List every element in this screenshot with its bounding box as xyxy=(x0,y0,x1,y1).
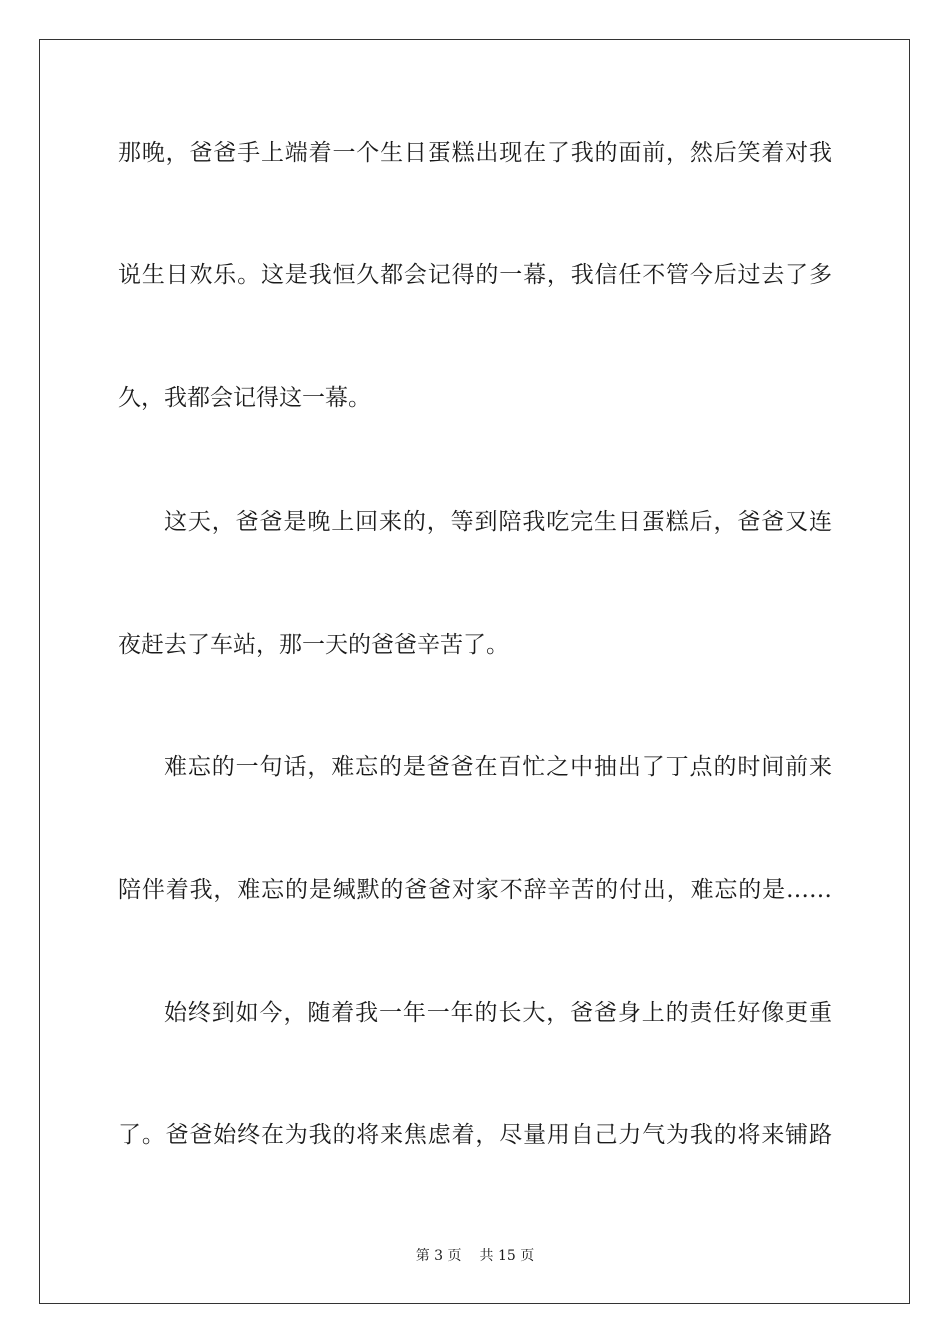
text-line: 说生日欢乐。这是我恒久都会记得的一幕，我信任不管今后过去了多 xyxy=(118,262,832,288)
text-line: 久，我都会记得这一幕。 xyxy=(118,385,371,411)
text-line-indented: 始终到如今，随着我一年一年的长大，爸爸身上的责任好像更重 xyxy=(164,1000,832,1026)
text-line: 陪伴着我，难忘的是缄默的爸爸对家不辞辛苦的付出，难忘的是…… xyxy=(118,877,832,903)
total-pages: 共 15 页 xyxy=(479,1248,535,1264)
page-number: 第 3 页 xyxy=(415,1248,462,1264)
text-line: 了。爸爸始终在为我的将来焦虑着，尽量用自己力气为我的将来铺路 xyxy=(118,1122,832,1148)
text-line-indented: 这天，爸爸是晚上回来的，等到陪我吃完生日蛋糕后，爸爸又连 xyxy=(164,509,832,535)
text-line: 那晚，爸爸手上端着一个生日蛋糕出现在了我的面前，然后笑着对我 xyxy=(118,140,832,166)
text-line: 夜赶去了车站，那一天的爸爸辛苦了。 xyxy=(118,632,509,658)
text-line-indented: 难忘的一句话，难忘的是爸爸在百忙之中抽出了丁点的时间前来 xyxy=(164,754,832,780)
page-footer xyxy=(0,1247,950,1265)
page-border xyxy=(39,39,910,1304)
